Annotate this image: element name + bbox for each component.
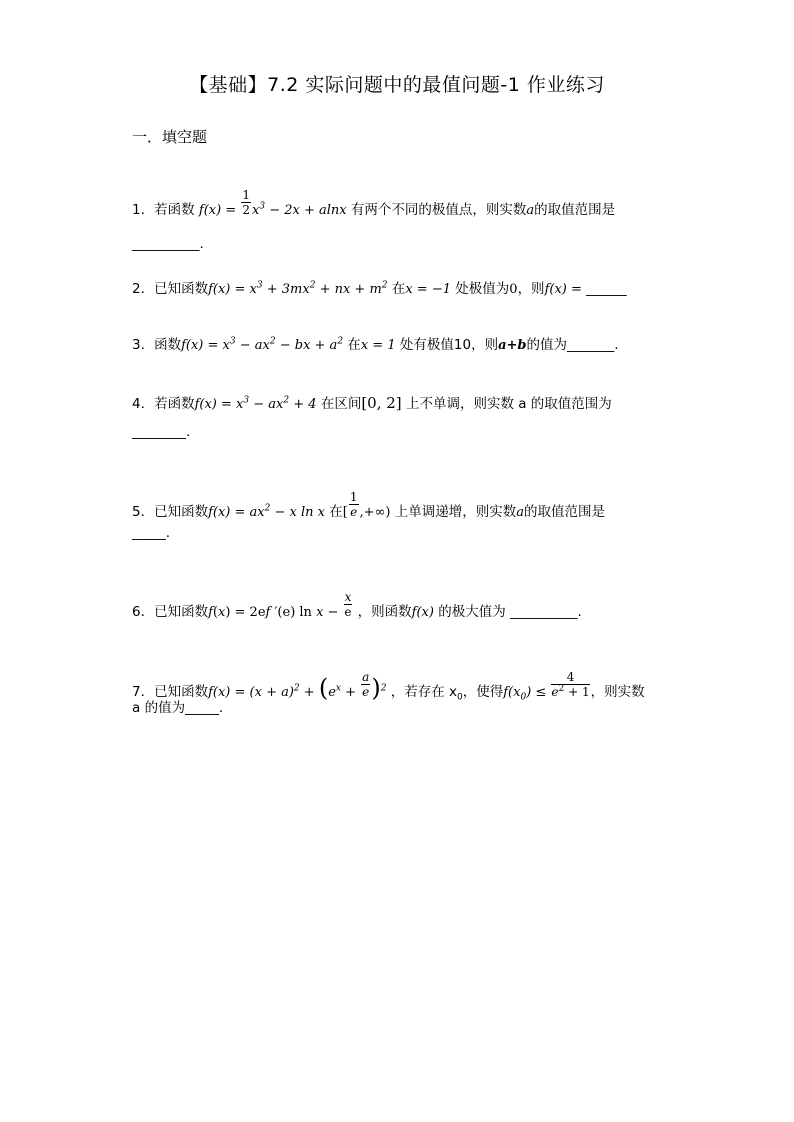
q6-text-1: ，则函数 [357,604,412,620]
q7-formula: $f(x) = (x + a)^2 + (e^x$ + $\frac{a}{e}$ )$^2$ [208,670,387,702]
question-4-blank [132,426,667,440]
q4-number: 4．若函数 [132,396,195,412]
q3-point: x = 1 [360,338,396,353]
q2-text-1: 在 [391,281,406,297]
q4-answer-blank: ________. [132,424,191,440]
q2-formula: $f(x) = x^3 + 3mx^2$ + nx + $m^2$ [208,280,388,297]
q5-formula: $f(x) = ax^2 - x$ ln x [208,503,325,520]
question-4 [132,396,667,412]
q6-fx: f(x) [411,605,434,620]
q5-var: a [516,505,524,520]
question-2 [132,280,667,297]
q6-text-2: 的极大值为 [438,604,506,620]
q6-formula: f(x) = 2ef ′(e) ln x − $\frac{x}{e}$ [208,590,352,620]
q4-text-1: 在区间 [320,396,362,412]
q3-text-1: 在 [347,337,361,353]
q5-text-2: 上单调递增，则实数 [394,504,517,520]
q5-text-3: 的取值范围是 [524,504,605,520]
question-1-blank [132,238,667,252]
question-6 [132,590,667,620]
question-1 [132,188,667,218]
q2-number: 2．已知函数 [132,281,209,297]
q7-answer-line: a 的值为_____. [132,700,224,716]
q1-text-b: 的取值范围是 [534,202,616,218]
q2-zero: 0 [509,282,518,297]
q1-var: a [526,203,535,218]
q2-fx: f(x) = [544,282,582,297]
q1-formula: f(x) = $\frac{1}{2}$ $x^3 - 2x + alnx$ [198,188,347,218]
q3-formula: $f(x) = x^3 - ax^2$ − bx + $a^2$ [181,336,344,353]
q2-text-3: ，则 [517,281,545,297]
q7-text-1: ，若存在 x [390,684,457,700]
q7-text-2: ，使得 [462,684,504,700]
q3-sum: a+b [498,338,527,353]
q7-sub-zero: 0 [457,692,463,703]
q5-interval: [ $\frac{1}{e}$ ,+∞) [342,490,391,520]
q3-text-3: 的值为 [526,337,567,353]
q5-number: 5．已知函数 [132,504,209,520]
q3-answer-blank: _______. [567,337,619,353]
question-5-blank [132,527,667,541]
q7-text-3: ，则实数 [590,684,645,700]
question-5 [132,490,667,520]
q3-text-2: 处有极值10，则 [399,337,499,353]
q6-number: 6．已知函数 [132,604,209,620]
q1-number: 1．若函数 [132,202,195,218]
q7-inequality: $f(x_0)$ ≤ $\frac{4}{e^2 + 1}$ [503,670,590,703]
page-title: 【基础】7.2 实际问题中的最值问题-1 作业练习 [189,74,605,96]
q4-formula: $f(x) = x^3 - ax^2 + 4$ [194,395,317,412]
q5-answer-blank: _____. [132,525,171,541]
question-7 [132,670,667,703]
q2-text-2: 处极值为 [455,281,510,297]
q4-interval: [0, 2] [361,394,402,412]
q2-point: x = −1 [405,282,451,297]
q4-text-2: 上不单调，则实数 a 的取值范围为 [405,396,612,412]
q1-answer-blank: __________. [132,236,204,252]
q7-number: 7．已知函数 [132,684,209,700]
q1-text-a: 有两个不同的极值点，则实数 [350,202,527,218]
section-heading: 一．填空题 [132,128,208,146]
question-7-line2 [132,702,667,716]
q6-answer-blank: __________. [510,604,582,620]
question-3 [132,336,667,353]
q5-text-1: 在 [329,504,343,520]
q3-number: 3．函数 [132,337,182,353]
q2-answer-blank: ______ [586,281,627,297]
